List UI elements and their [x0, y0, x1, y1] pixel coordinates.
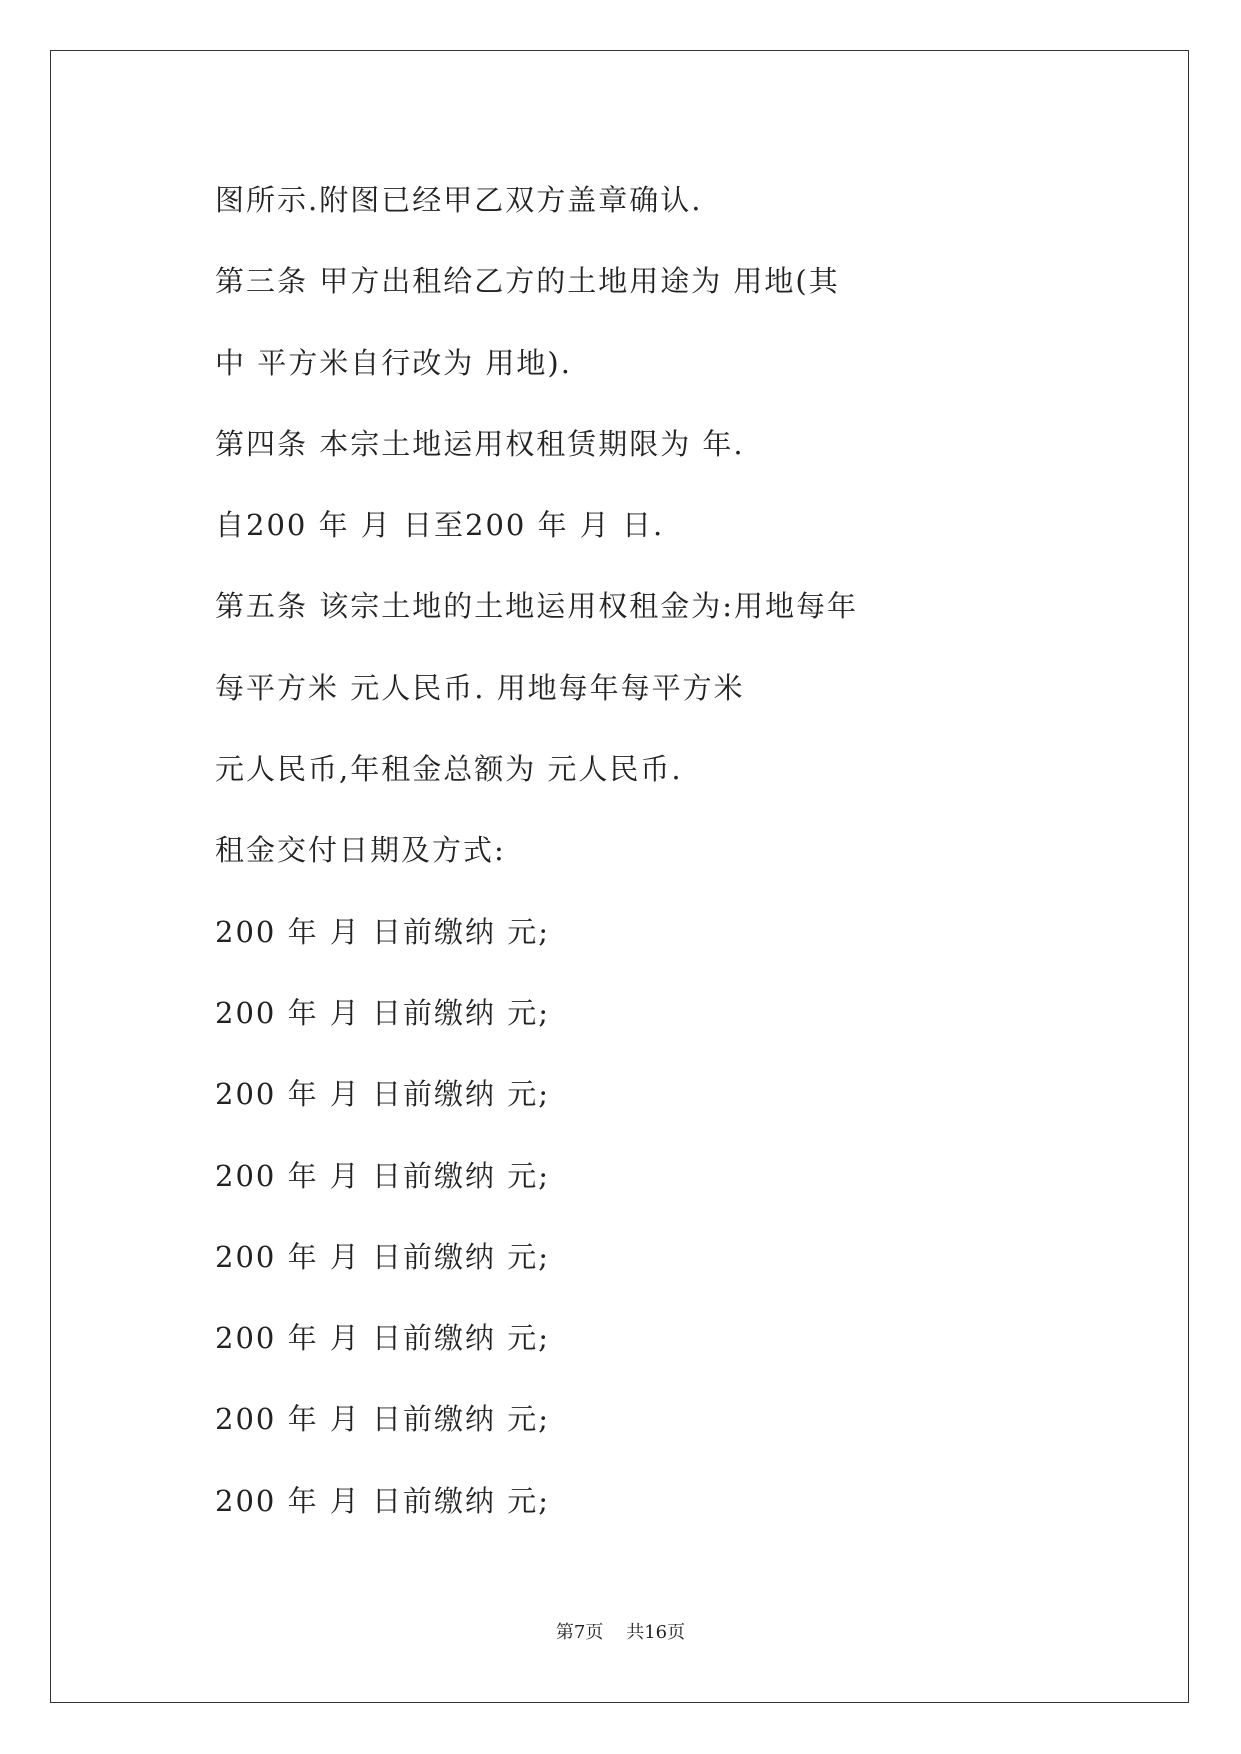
payment-line: 200 年 月 日前缴纳 元;: [215, 995, 550, 1030]
payment-line: 200 年 月 日前缴纳 元;: [215, 914, 550, 949]
payment-line: 200 年 月 日前缴纳 元;: [215, 1239, 550, 1274]
text-line: 第四条 本宗土地运用权租赁期限为 年.: [215, 426, 745, 461]
text-line: 图所示.附图已经甲乙双方盖章确认.: [215, 183, 703, 217]
payment-line: 200 年 月 日前缴纳 元;: [215, 1483, 550, 1518]
text-line: 中 平方米自行改为 用地).: [215, 345, 572, 380]
text-line: 元人民币,年租金总额为 元人民币.: [215, 752, 683, 787]
payment-line: 200 年 月 日前缴纳 元;: [215, 1077, 550, 1112]
text-line: 第三条 甲方出租给乙方的土地用途为 用地(其: [215, 264, 840, 299]
page-footer: [0, 1618, 1241, 1644]
text-line: 第五条 该宗土地的土地运用权租金为:用地每年: [215, 589, 858, 624]
text-line: 自200 年 月 日至200 年 月 日.: [215, 508, 665, 543]
text-line: 租金交付日期及方式:: [215, 833, 506, 868]
payment-line: 200 年 月 日前缴纳 元;: [215, 1402, 550, 1437]
text-line: 每平方米 元人民币. 用地每年每平方米: [215, 670, 745, 705]
document-body: [215, 160, 1015, 1542]
page-number: 第7页: [555, 1622, 604, 1643]
total-pages: 共16页: [626, 1622, 686, 1643]
payment-line: 200 年 月 日前缴纳 元;: [215, 1321, 550, 1356]
payment-line: 200 年 月 日前缴纳 元;: [215, 1158, 550, 1193]
